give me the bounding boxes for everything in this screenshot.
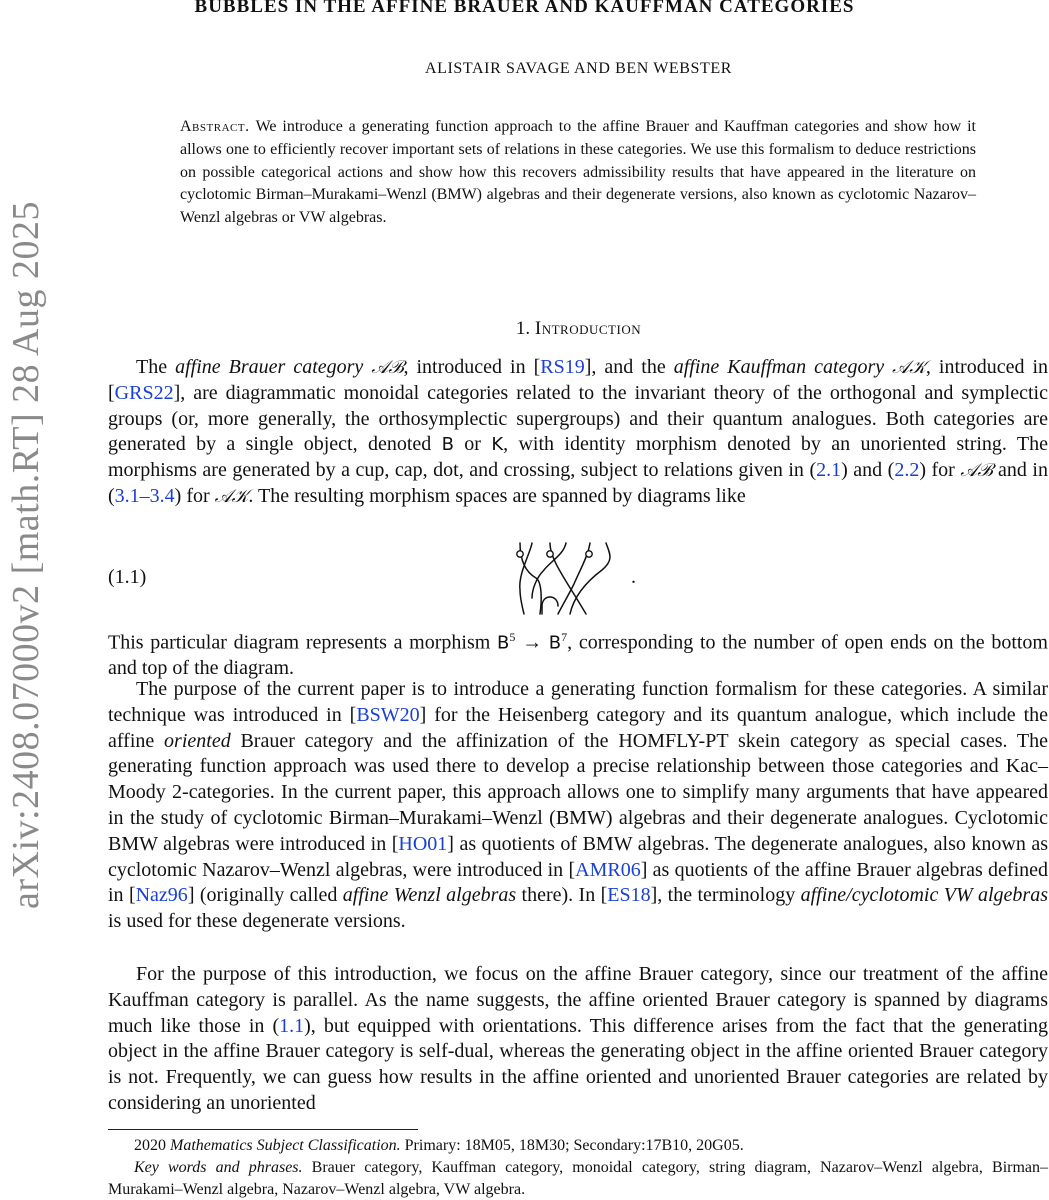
text: Brauer category and the affinization of the HOMFLY-PT skein category as special cases. The generating function approach was used there to develop a precise relationship between those categories and Kac–Moody 2-categories. In the current paper, this approach allows one to simplify many arguments that have appeared in the study of cyclotomic Birman–Murakami–Wenzl (BMW) algebras and their degenerate analogues. Cyclotomic BMW algebras were introduced in [: [108, 729, 1048, 855]
category-symbol: 𝒜ℬ: [371, 357, 404, 378]
text: For the purpose of this introduction, we focus on the affine Brauer category, since our treatment of the affine Kauffman category is parallel. As the name suggests, the affine oriented Brauer category is spanned by diagrams much like those in (: [108, 963, 1048, 1037]
text: ] as quotients of BMW algebras. The degenerate analogues, also known as cyclotomic Nazarov–Wenzl algebras, were introduced in [: [108, 832, 1048, 881]
cap-arc: [542, 597, 558, 614]
equation-label: (1.1): [108, 566, 147, 588]
text: ) and (: [841, 459, 895, 482]
citation-link[interactable]: ES18: [607, 884, 651, 907]
section-title: Introduction: [534, 318, 642, 339]
emphasis: Mathematics Subject Classification.: [170, 1137, 401, 1154]
string-diagram: [510, 540, 630, 618]
dot-1: [517, 551, 523, 557]
emphasis: affine Wenzl algebras: [342, 884, 517, 907]
emphasis: affine Kauffman category: [673, 356, 885, 378]
text: . The resulting morphism spaces are spanned by diagrams like: [248, 484, 746, 507]
paragraph-3: [108, 677, 1048, 935]
text: ) for: [919, 459, 961, 482]
footnote-msc: [108, 1135, 1048, 1157]
category-symbol: 𝒜ℬ: [960, 460, 993, 482]
abstract-text: We introduce a generating function approach to the affine Brauer and Kauffman categories and show how it allows one to efficiently recover important sets of relations in these categories. We use this formalism to deduce restrictions on possible categorical actions and show how this recovers admissibility results that have appeared in the literature on cyclotomic Birman–Murakami–Wenzl (BMW) algebras and their degenerate versions, also known as cyclotomic Nazarov–Wenzl algebras or VW algebras.: [180, 118, 976, 227]
arxiv-sidebar: [2, 180, 50, 930]
equation-link[interactable]: 1.1: [279, 1014, 305, 1037]
section-heading: [0, 318, 1049, 340]
dot-3: [586, 551, 592, 557]
text: ] (originally called: [187, 884, 343, 907]
text: there). In [: [516, 884, 608, 907]
object-symbol: B: [441, 434, 454, 456]
emphasis: affine Brauer category: [175, 356, 364, 378]
text: The: [136, 356, 176, 378]
abstract-heading: Abstract.: [180, 118, 250, 135]
text: This particular diagram represents a morphism: [108, 631, 497, 654]
paragraph-2: [108, 625, 1048, 682]
equation-link[interactable]: 3.1–3.4: [114, 484, 175, 507]
text: ] as quotients of the affine Brauer algebras defined in [: [108, 858, 1049, 907]
equation-period: .: [631, 566, 636, 588]
text: The purpose of the current paper is to introduce a generating function formalism for these categories. A similar technique was introduced in [: [108, 678, 1048, 726]
text: ), but equipped with orientations. This difference arises from the fact that the generating object in the affine Brauer category is self-dual, whereas the generating object in the affine oriented Brauer category is not. Frequently, we can guess how results in the affine oriented and unoriented Brauer categories are related by considering an unoriented: [108, 1014, 1048, 1114]
citation-link[interactable]: BSW20: [356, 703, 420, 726]
arrow-symbol: →: [515, 631, 549, 654]
text: , introduced in [: [108, 356, 1049, 404]
text: , corresponding to the number of open ends on the bottom and top of the diagram.: [108, 631, 1048, 680]
paper-title: BUBBLES IN THE AFFINE BRAUER AND KAUFFMAN CATEGORIES: [194, 0, 855, 17]
text: or: [453, 433, 492, 456]
emphasis: affine/cyclotomic VW algebras: [800, 884, 1048, 907]
citation-link[interactable]: HO01: [398, 832, 448, 855]
paragraph-4: [108, 962, 1048, 1117]
section-number: 1.: [515, 318, 531, 339]
object-symbol: B: [548, 632, 562, 654]
citation-link[interactable]: AMR06: [575, 858, 641, 881]
text: 2020: [134, 1137, 170, 1154]
text: ], and the: [584, 356, 674, 378]
text: is used for these degenerate versions.: [108, 910, 406, 933]
dot-2: [547, 551, 553, 557]
abstract: [180, 116, 976, 230]
category-symbol: 𝒜𝒦: [892, 357, 926, 378]
citation-link[interactable]: GRS22: [114, 381, 174, 404]
strand-3: [550, 543, 586, 614]
equation-link[interactable]: 2.1: [816, 459, 842, 482]
object-symbol: K: [491, 434, 504, 456]
text: , introduced in [: [403, 356, 541, 378]
text: ) for: [174, 484, 215, 507]
paper-authors: ALISTAIR SAVAGE AND BEN WEBSTER: [424, 60, 733, 77]
text: Primary: 18M05, 18M30; Secondary:17B10, 20G05.: [400, 1137, 744, 1154]
emphasis: Key words and phrases.: [134, 1159, 303, 1176]
citation-link[interactable]: RS19: [540, 356, 585, 378]
text: ], are diagrammatic monoidal categories related to the invariant theory of the orthogonal and symplectic groups (or, more generally, the orthosymplectic supergroups) and their quantum analogues. Both categories are generated by a single object, denoted: [108, 381, 1048, 456]
text: ], the terminology: [650, 884, 801, 907]
text: ] for the Heisenberg category and its quantum analogue, which include the affine: [108, 703, 1049, 752]
footnote-rule: [108, 1129, 418, 1130]
footnote-keywords: [108, 1157, 1048, 1200]
object-symbol: B: [497, 632, 510, 654]
category-symbol: 𝒜𝒦: [214, 485, 249, 507]
arxiv-identifier: arXiv:2408.07000v2 [math.RT] 28 Aug 2025: [5, 201, 47, 909]
text: , with identity morphism denoted by an unoriented string. The morphisms are generated by a cup, cap, dot, and crossing, subject to relations given in (: [108, 433, 1048, 482]
equation-link[interactable]: 2.2: [894, 459, 920, 482]
citation-link[interactable]: Naz96: [135, 884, 188, 907]
exponent: 5: [509, 630, 516, 644]
text: and in (: [108, 459, 1048, 507]
emphasis: oriented: [164, 729, 231, 752]
text: Brauer category, Kauffman category, monoidal category, string diagram, Nazarov–Wenzl algebra, Birman–Murakami–Wenzl algebra, Nazarov–Wenzl algebra, VW algebra.: [108, 1159, 1049, 1198]
paragraph-1: [108, 355, 1048, 510]
exponent: 7: [561, 630, 568, 644]
